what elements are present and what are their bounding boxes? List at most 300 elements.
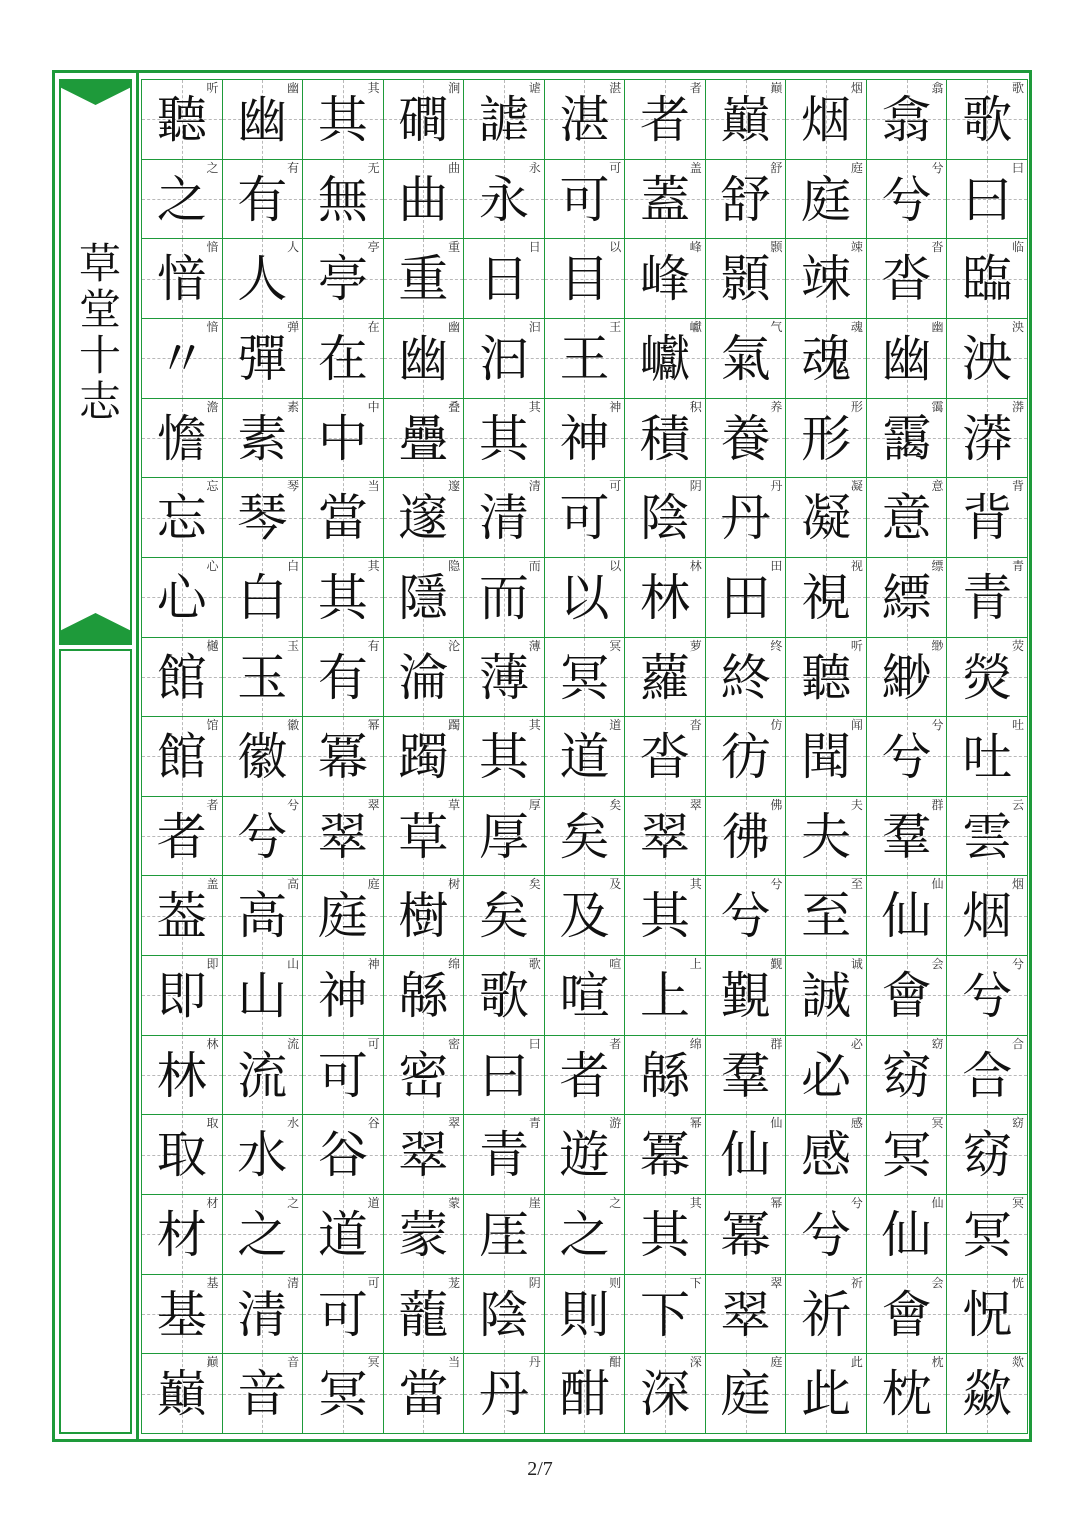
simplified-character: 涧 — [448, 81, 461, 95]
calligraphy-character: 歘 — [962, 1365, 1013, 1424]
calligraphy-character: 青 — [478, 1126, 529, 1185]
grid-cell — [625, 1036, 706, 1116]
calligraphy-character: 淪 — [398, 648, 449, 707]
simplified-character: 音 — [287, 1355, 300, 1370]
calligraphy-character: 翠 — [317, 807, 368, 866]
calligraphy-character: 蒙 — [398, 1206, 449, 1265]
simplified-character: 亭 — [367, 240, 380, 255]
simplified-character: 仿 — [770, 718, 783, 733]
calligraphy-character: 庭 — [317, 887, 368, 946]
grid-cell — [625, 80, 706, 160]
calligraphy-character: 蘿 — [640, 648, 691, 707]
grid-cell — [545, 717, 626, 797]
simplified-character: 仙 — [931, 877, 944, 892]
grid-cell — [867, 399, 948, 479]
grid-cell — [545, 1354, 626, 1434]
calligraphy-character: 冥 — [317, 1365, 368, 1424]
grid-cell — [625, 478, 706, 558]
calligraphy-character: 田 — [720, 568, 771, 627]
grid-cell — [545, 80, 626, 160]
simplified-character: 茏 — [448, 1275, 461, 1290]
simplified-character: 王 — [609, 319, 622, 334]
grid-cell — [223, 80, 304, 160]
simplified-character: 萝 — [689, 638, 702, 653]
simplified-character: 有 — [287, 160, 300, 175]
grid-cell — [303, 558, 384, 638]
grid-cell — [303, 160, 384, 240]
grid-cell — [142, 1354, 223, 1434]
grid-cell — [545, 1275, 626, 1355]
simplified-character: 密 — [448, 1036, 461, 1051]
simplified-character: 冥 — [1011, 1196, 1024, 1211]
grid-cell — [464, 876, 545, 956]
grid-cell — [464, 638, 545, 718]
calligraphy-character: 音 — [237, 1365, 288, 1424]
simplified-character: 阴 — [528, 1275, 541, 1290]
grid-cell — [142, 1036, 223, 1116]
calligraphy-character: 翠 — [720, 1285, 771, 1344]
title-panel-bottom-ornament — [59, 613, 132, 639]
simplified-character: 幂 — [689, 1116, 702, 1131]
simplified-character: 上 — [689, 957, 702, 972]
grid-cell — [223, 1115, 304, 1195]
grid-cell — [464, 239, 545, 319]
grid-cell — [867, 478, 948, 558]
calligraphy-character: 蘢 — [398, 1285, 449, 1344]
simplified-character: 翠 — [367, 797, 380, 812]
grid-cell — [867, 717, 948, 797]
calligraphy-character: 巔 — [156, 1365, 207, 1424]
grid-cell — [464, 797, 545, 877]
grid-cell — [384, 239, 465, 319]
grid-cell — [384, 1115, 465, 1195]
grid-cell — [545, 797, 626, 877]
calligraphy-character: 其 — [317, 91, 368, 149]
calligraphy-character: 仙 — [881, 887, 932, 946]
simplified-character: 觐 — [770, 957, 783, 972]
grid-cell — [867, 638, 948, 718]
grid-cell — [142, 478, 223, 558]
grid-cell — [867, 1275, 948, 1355]
simplified-character: 取 — [206, 1116, 219, 1131]
grid-cell — [545, 558, 626, 638]
simplified-character: 必 — [850, 1036, 863, 1051]
sidebar-lower-panel — [59, 649, 132, 1434]
calligraphy-character: 竦 — [801, 250, 852, 309]
grid-cell — [947, 956, 1028, 1036]
calligraphy-character: 重 — [398, 250, 449, 309]
simplified-character: 清 — [528, 479, 541, 494]
simplified-character: 沓 — [689, 718, 702, 733]
grid-cell — [303, 797, 384, 877]
character-grid — [141, 79, 1028, 1434]
grid-cell — [786, 399, 867, 479]
grid-cell — [223, 558, 304, 638]
calligraphy-character: 可 — [317, 1285, 368, 1344]
grid-cell — [947, 1195, 1028, 1275]
grid-cell — [947, 80, 1028, 160]
simplified-character: 厚 — [528, 797, 541, 812]
simplified-character: 绵 — [448, 957, 461, 972]
grid-cell — [867, 1195, 948, 1275]
grid-cell — [947, 399, 1028, 479]
calligraphy-character: 泱 — [962, 329, 1013, 388]
grid-cell — [786, 638, 867, 718]
simplified-character: 魂 — [850, 319, 863, 334]
simplified-character: 可 — [367, 1036, 380, 1051]
simplified-character: 漭 — [1011, 399, 1024, 414]
calligraphy-character: 怳 — [962, 1285, 1013, 1344]
grid-cell — [303, 876, 384, 956]
simplified-character: 道 — [609, 718, 622, 733]
simplified-character: 蒙 — [448, 1196, 461, 1211]
calligraphy-character: 在 — [317, 329, 368, 388]
calligraphy-character: 羣 — [720, 1046, 771, 1105]
calligraphy-character: 仙 — [720, 1126, 771, 1185]
grid-cell — [384, 1036, 465, 1116]
grid-cell — [142, 797, 223, 877]
grid-cell — [786, 558, 867, 638]
calligraphy-character: 兮 — [801, 1206, 852, 1265]
simplified-character: 愔 — [206, 319, 219, 334]
simplified-character: 翕 — [931, 81, 944, 95]
grid-cell — [303, 956, 384, 1036]
grid-cell — [223, 399, 304, 479]
simplified-character: 感 — [850, 1116, 863, 1131]
simplified-character: 下 — [689, 1275, 702, 1290]
simplified-character: 深 — [689, 1355, 702, 1370]
calligraphy-character: 可 — [559, 170, 610, 229]
calligraphy-character: 高 — [237, 887, 288, 946]
simplified-character: 则 — [609, 1275, 622, 1290]
simplified-character: 林 — [689, 558, 702, 573]
calligraphy-character: 緜 — [640, 1046, 691, 1105]
simplified-character: 丹 — [770, 479, 783, 494]
simplified-character: 之 — [287, 1196, 300, 1211]
grid-cell — [303, 80, 384, 160]
simplified-character: 素 — [287, 399, 300, 414]
simplified-character: 巘 — [689, 319, 702, 334]
calligraphy-character: 草 — [398, 807, 449, 866]
calligraphy-character: 視 — [801, 568, 852, 627]
calligraphy-character: 曰 — [962, 170, 1013, 229]
calligraphy-character: 感 — [801, 1126, 852, 1185]
grid-cell — [545, 239, 626, 319]
grid-cell — [303, 478, 384, 558]
calligraphy-character: 丹 — [478, 1365, 529, 1424]
grid-cell — [786, 319, 867, 399]
grid-cell — [706, 956, 787, 1036]
grid-cell — [223, 319, 304, 399]
calligraphy-character: 基 — [156, 1285, 207, 1344]
grid-cell — [142, 1115, 223, 1195]
simplified-character: 忘 — [206, 479, 219, 494]
calligraphy-character: 磵 — [398, 91, 449, 149]
grid-cell — [303, 1195, 384, 1275]
simplified-character: 永 — [528, 160, 541, 175]
simplified-character: 而 — [528, 558, 541, 573]
simplified-character: 谷 — [367, 1116, 380, 1131]
simplified-character: 佛 — [770, 797, 783, 812]
grid-cell — [464, 558, 545, 638]
calligraphy-character: 者 — [156, 807, 207, 866]
simplified-character: 心 — [206, 558, 219, 573]
simplified-character: 曲 — [448, 160, 461, 175]
calligraphy-character: 彈 — [237, 329, 288, 388]
calligraphy-character: 上 — [640, 967, 691, 1026]
grid-cell — [545, 319, 626, 399]
calligraphy-character: 幽 — [881, 329, 932, 388]
calligraphy-character: 水 — [237, 1126, 288, 1185]
grid-cell — [786, 1275, 867, 1355]
simplified-character: 者 — [689, 81, 702, 95]
calligraphy-character: 目 — [559, 250, 610, 309]
calligraphy-character: 謔 — [478, 91, 529, 149]
grid-cell — [625, 797, 706, 877]
simplified-character: 其 — [689, 1196, 702, 1211]
grid-cell — [142, 80, 223, 160]
grid-cell — [303, 1036, 384, 1116]
simplified-character: 缈 — [931, 638, 944, 653]
grid-cell — [545, 1036, 626, 1116]
simplified-character: 基 — [206, 1275, 219, 1290]
grid-cell — [384, 797, 465, 877]
grid-cell — [545, 160, 626, 240]
grid-cell — [625, 160, 706, 240]
grid-cell — [384, 478, 465, 558]
simplified-character: 酣 — [609, 1355, 622, 1370]
grid-cell — [947, 1354, 1028, 1434]
grid-cell — [786, 80, 867, 160]
calligraphy-character: 可 — [559, 489, 610, 548]
simplified-character: 游 — [609, 1116, 622, 1131]
calligraphy-character: 邃 — [398, 489, 449, 548]
calligraphy-character: 其 — [478, 728, 529, 787]
calligraphy-character: 其 — [640, 1206, 691, 1265]
calligraphy-character: 當 — [398, 1365, 449, 1424]
grid-cell — [223, 239, 304, 319]
simplified-character: 听 — [206, 81, 219, 95]
calligraphy-character: 當 — [317, 489, 368, 548]
calligraphy-character: 酣 — [559, 1365, 610, 1424]
calligraphy-character: 以 — [559, 568, 610, 627]
calligraphy-character: 憺 — [156, 409, 207, 468]
calligraphy-character: 誠 — [801, 967, 852, 1026]
simplified-character: 盖 — [206, 877, 219, 892]
calligraphy-character: 兮 — [881, 170, 932, 229]
calligraphy-character: 羣 — [881, 807, 932, 866]
grid-cell — [384, 876, 465, 956]
grid-cell — [303, 717, 384, 797]
grid-cell — [545, 478, 626, 558]
simplified-character: 材 — [206, 1196, 219, 1211]
grid-cell — [867, 319, 948, 399]
grid-cell — [947, 478, 1028, 558]
grid-cell — [223, 876, 304, 956]
simplified-character: 歌 — [1011, 81, 1024, 95]
grid-cell — [464, 80, 545, 160]
grid-cell — [786, 1354, 867, 1434]
simplified-character: 云 — [1011, 797, 1024, 812]
simplified-character: 临 — [1011, 240, 1024, 255]
simplified-character: 视 — [850, 558, 863, 573]
grid-cell — [384, 717, 465, 797]
simplified-character: 兮 — [931, 160, 944, 175]
calligraphy-character: 喧 — [559, 967, 610, 1026]
grid-cell — [384, 1354, 465, 1434]
simplified-character: 幂 — [770, 1196, 783, 1211]
simplified-character: 之 — [609, 1196, 622, 1211]
grid-cell — [625, 399, 706, 479]
simplified-character: 巅 — [206, 1355, 219, 1370]
grid-cell — [142, 160, 223, 240]
simplified-character: 者 — [609, 1036, 622, 1051]
copybook-frame — [52, 70, 1032, 1442]
simplified-character: 流 — [287, 1036, 300, 1051]
simplified-character: 终 — [770, 638, 783, 653]
simplified-character: 樾 — [206, 638, 219, 653]
simplified-character: 形 — [850, 399, 863, 414]
simplified-character: 幂 — [367, 718, 380, 733]
calligraphy-character: 葢 — [156, 887, 207, 946]
calligraphy-character: 此 — [801, 1365, 852, 1424]
simplified-character: 其 — [367, 558, 380, 573]
grid-cell — [947, 797, 1028, 877]
simplified-character: 其 — [689, 877, 702, 892]
grid-cell — [706, 80, 787, 160]
calligraphy-character: 夫 — [801, 807, 852, 866]
simplified-character: 以 — [609, 240, 622, 255]
simplified-character: 之 — [206, 160, 219, 175]
grid-cell — [625, 1354, 706, 1434]
simplified-character: 其 — [528, 399, 541, 414]
calligraphy-character: 之 — [559, 1206, 610, 1265]
calligraphy-character: 矣 — [559, 807, 610, 866]
calligraphy-character: 緜 — [398, 967, 449, 1026]
simplified-character: 兮 — [1011, 957, 1024, 972]
calligraphy-character: 材 — [156, 1206, 207, 1265]
grid-cell — [786, 717, 867, 797]
grid-cell — [384, 160, 465, 240]
calligraphy-character: 有 — [317, 648, 368, 707]
simplified-character: 积 — [689, 399, 702, 414]
calligraphy-character: 冪 — [720, 1206, 771, 1265]
calligraphy-character: 者 — [559, 1046, 610, 1105]
calligraphy-character: 薄 — [478, 648, 529, 707]
grid-cell — [947, 319, 1028, 399]
simplified-character: 崖 — [528, 1196, 541, 1211]
simplified-character: 馆 — [206, 718, 219, 733]
simplified-character: 会 — [931, 957, 944, 972]
grid-cell — [223, 797, 304, 877]
simplified-character: 群 — [931, 797, 944, 812]
simplified-character: 荧 — [1011, 638, 1024, 653]
grid-cell — [867, 797, 948, 877]
simplified-character: 及 — [609, 877, 622, 892]
calligraphy-character: 青 — [962, 568, 1013, 627]
calligraphy-character: 湛 — [559, 91, 610, 149]
calligraphy-character: 歌 — [962, 91, 1013, 149]
simplified-character: 幽 — [931, 319, 944, 334]
calligraphy-character: 疊 — [398, 409, 449, 468]
grid-cell — [867, 558, 948, 638]
simplified-character: 矣 — [609, 797, 622, 812]
grid-cell — [384, 638, 465, 718]
grid-cell — [867, 239, 948, 319]
simplified-character: 树 — [448, 877, 461, 892]
calligraphy-character: 凝 — [801, 489, 852, 548]
calligraphy-character: 聞 — [801, 728, 852, 787]
calligraphy-character: 至 — [801, 887, 852, 946]
title-panel — [59, 79, 132, 639]
simplified-character: 仙 — [931, 1196, 944, 1211]
grid-cell — [223, 717, 304, 797]
grid-cell — [223, 1354, 304, 1434]
calligraphy-character: 白 — [237, 568, 288, 627]
simplified-character: 隐 — [448, 558, 461, 573]
simplified-character: 曰 — [528, 1036, 541, 1051]
simplified-character: 以 — [609, 558, 622, 573]
grid-cell — [464, 956, 545, 1036]
grid-cell — [384, 558, 465, 638]
simplified-character: 白 — [287, 558, 300, 573]
title-sidebar — [55, 73, 139, 1439]
calligraphy-character: 道 — [559, 728, 610, 787]
simplified-character: 有 — [367, 638, 380, 653]
grid-cell — [303, 638, 384, 718]
simplified-character: 峰 — [689, 240, 702, 255]
calligraphy-character: 深 — [640, 1365, 691, 1424]
grid-cell — [786, 1115, 867, 1195]
simplified-character: 高 — [287, 877, 300, 892]
calligraphy-character: 冥 — [962, 1206, 1013, 1265]
calligraphy-character: 中 — [317, 409, 368, 468]
grid-cell — [625, 1195, 706, 1275]
grid-cell — [464, 160, 545, 240]
calligraphy-character: 冪 — [640, 1126, 691, 1185]
simplified-character: 会 — [931, 1275, 944, 1290]
calligraphy-character: 有 — [237, 170, 288, 229]
calligraphy-character: 心 — [156, 568, 207, 627]
calligraphy-character: 冥 — [881, 1126, 932, 1185]
calligraphy-character: 氣 — [720, 329, 771, 388]
grid-cell — [867, 80, 948, 160]
simplified-character: 青 — [528, 1116, 541, 1131]
simplified-character: 窈 — [931, 1036, 944, 1051]
calligraphy-character: 合 — [962, 1046, 1013, 1105]
grid-cell — [223, 478, 304, 558]
calligraphy-character: 清 — [237, 1285, 288, 1344]
simplified-character: 兮 — [287, 797, 300, 812]
simplified-character: 弹 — [287, 319, 300, 334]
calligraphy-character: 躅 — [398, 728, 449, 787]
simplified-character: 此 — [850, 1355, 863, 1370]
grid-cell — [142, 638, 223, 718]
grid-cell — [464, 1036, 545, 1116]
calligraphy-character: 巔 — [720, 91, 771, 149]
simplified-character: 神 — [609, 399, 622, 414]
calligraphy-character: 積 — [640, 409, 691, 468]
grid-cell — [706, 717, 787, 797]
grid-cell — [625, 876, 706, 956]
calligraphy-character: 琴 — [237, 489, 288, 548]
simplified-character: 霭 — [931, 399, 944, 414]
grid-cell — [706, 1115, 787, 1195]
calligraphy-character: 養 — [720, 409, 771, 468]
grid-cell — [464, 1275, 545, 1355]
grid-cell — [142, 558, 223, 638]
simplified-character: 山 — [287, 957, 300, 972]
